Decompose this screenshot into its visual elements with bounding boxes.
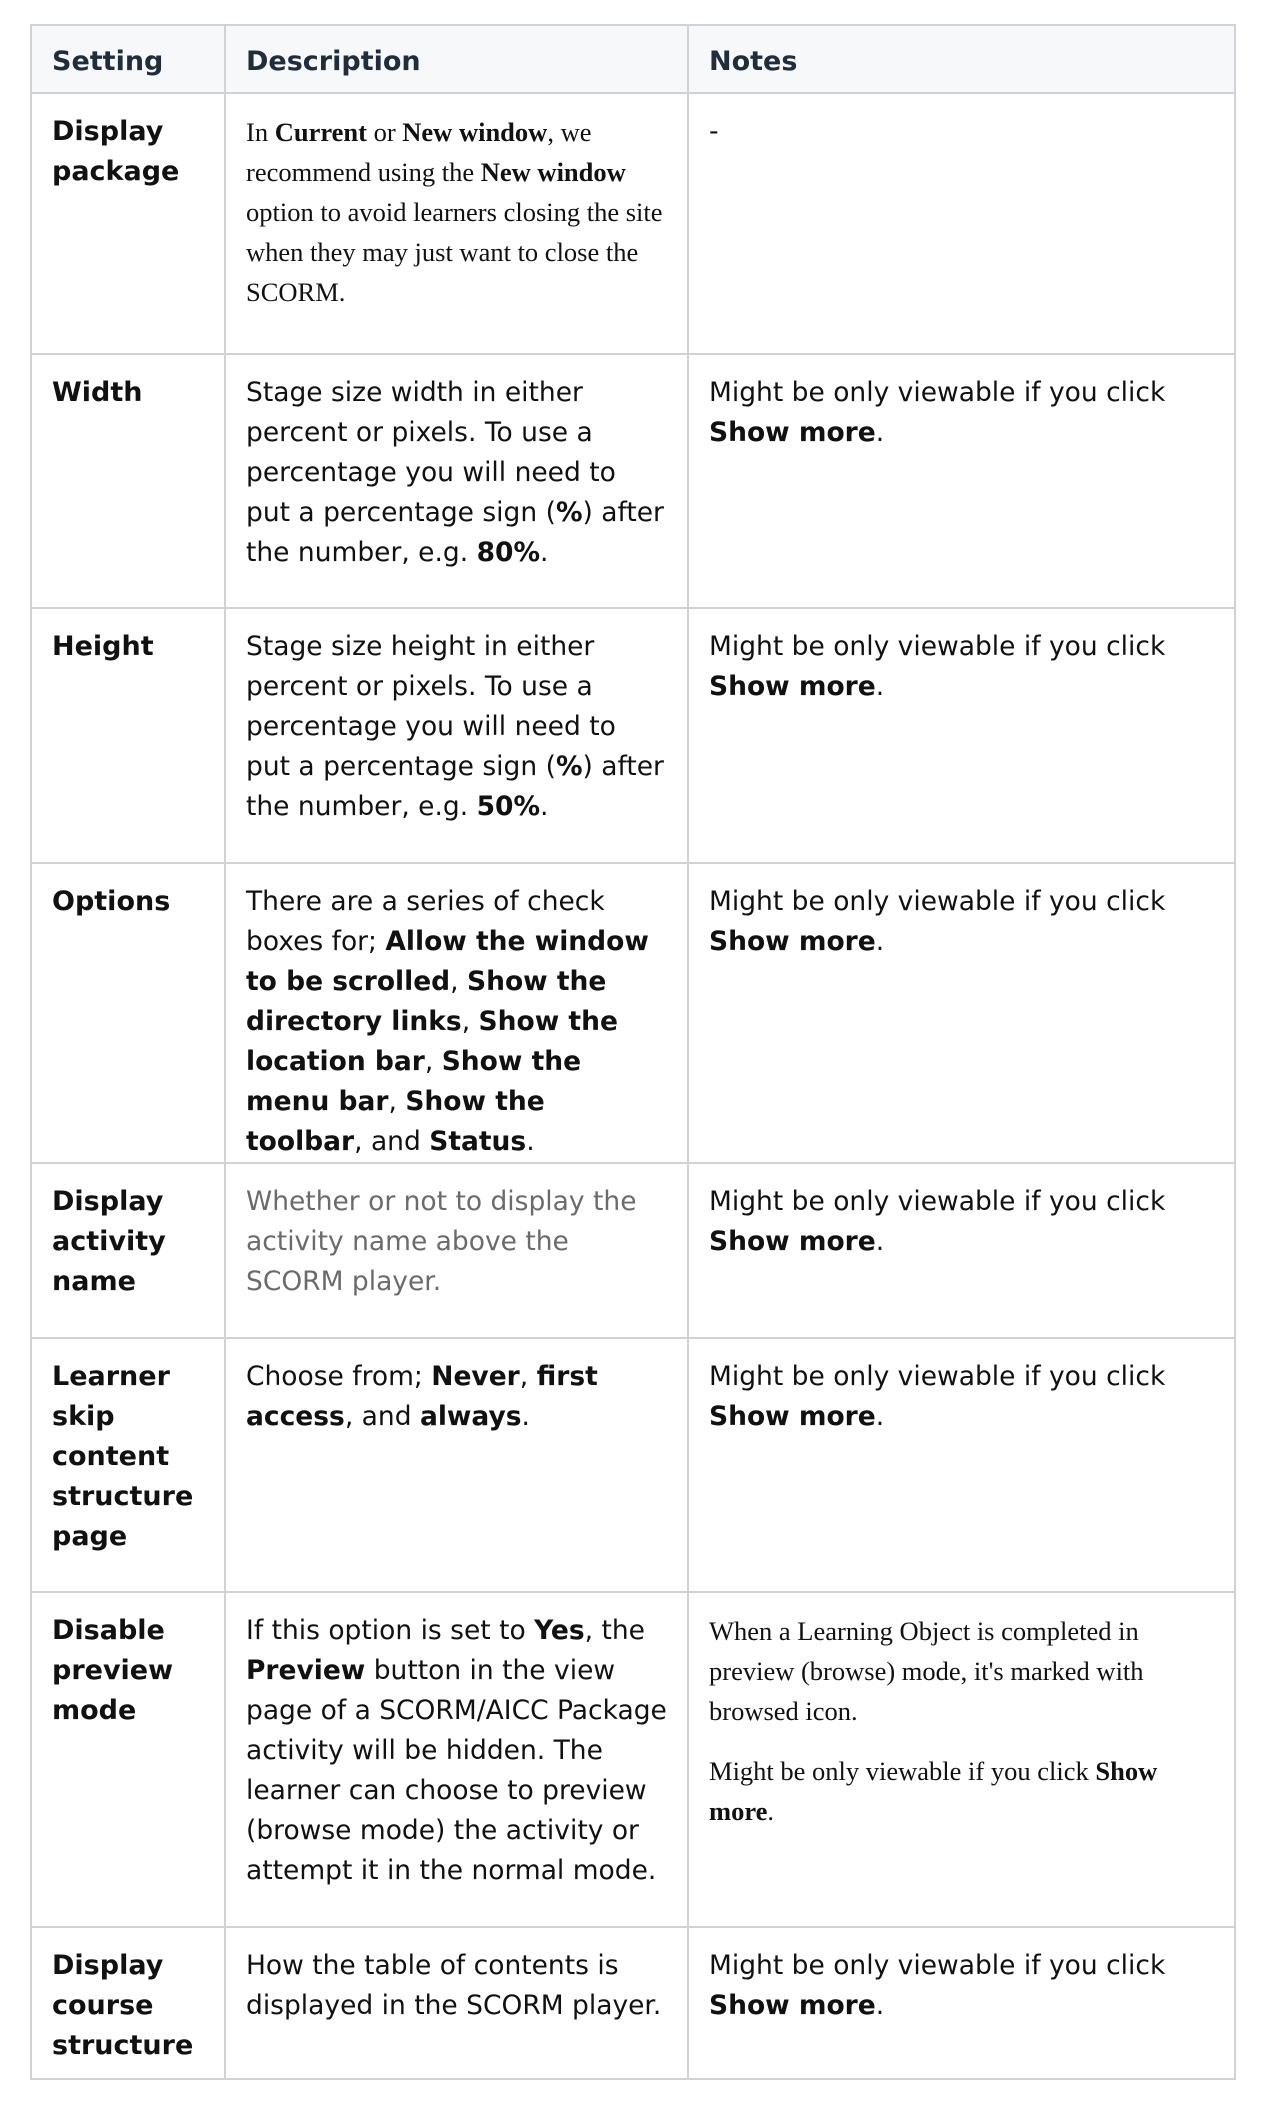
- setting-name: Height: [31, 608, 225, 863]
- setting-description: There are a series of check boxes for; Allow the window to be scrolled, Show the directory links, Show the location bar, Show the menu bar, Show the toolbar, and Status.: [225, 863, 688, 1163]
- header-notes: Notes: [688, 25, 1235, 93]
- setting-notes: [688, 1592, 1235, 1927]
- settings-table: [30, 24, 1236, 2080]
- setting-name: Display package: [31, 93, 225, 354]
- header-description: Description: [225, 25, 688, 93]
- setting-description: If this option is set to Yes, the Preview button in the view page of a SCORM/AICC Package activity will be hidden. The learner can choose to preview (browse mode) the activity or attempt it in the normal mode.: [225, 1592, 688, 1927]
- notes-paragraph: When a Learning Object is completed in preview (browse) mode, it's marked with browsed icon.: [709, 1616, 1144, 1726]
- table-row: [31, 354, 1235, 608]
- setting-name: Disable preview mode: [31, 1592, 225, 1927]
- setting-notes: Might be only viewable if you click Show more.: [688, 1338, 1235, 1592]
- setting-description: Stage size width in either percent or pixels. To use a percentage you will need to put a percentage sign (%) after the number, e.g. 80%.: [225, 354, 688, 608]
- setting-description: Stage size height in either percent or pixels. To use a percentage you will need to put a percentage sign (%) after the number, e.g. 50%.: [225, 608, 688, 863]
- setting-notes: -: [688, 93, 1235, 354]
- table-row: [31, 1163, 1235, 1338]
- header-setting: Setting: [31, 25, 225, 93]
- table-row: [31, 93, 1235, 354]
- setting-name: Options: [31, 863, 225, 1163]
- setting-name: Width: [31, 354, 225, 608]
- table-row: [31, 1592, 1235, 1927]
- setting-description: Choose from; Never, first access, and always.: [225, 1338, 688, 1592]
- table-row: [31, 1338, 1235, 1592]
- setting-description: In Current or New window, we recommend using the New window option to avoid learners closing the site when they may just want to close the SCORM.: [225, 93, 688, 354]
- table-header-row: [31, 25, 1235, 93]
- setting-name: Display course structure: [31, 1927, 225, 2079]
- notes-paragraph: Might be only viewable if you click Show more.: [709, 1756, 1158, 1826]
- setting-description: How the table of contents is displayed in the SCORM player.: [225, 1927, 688, 2079]
- setting-notes: Might be only viewable if you click Show more.: [688, 863, 1235, 1163]
- table-row: [31, 608, 1235, 863]
- table-row: [31, 1927, 1235, 2079]
- setting-notes: Might be only viewable if you click Show more.: [688, 608, 1235, 863]
- setting-notes: Might be only viewable if you click Show more.: [688, 1163, 1235, 1338]
- setting-notes: Might be only viewable if you click Show more.: [688, 354, 1235, 608]
- setting-description: Whether or not to display the activity name above the SCORM player.: [225, 1163, 688, 1338]
- setting-name: Display activity name: [31, 1163, 225, 1338]
- setting-name: Learner skip content structure page: [31, 1338, 225, 1592]
- table-row: [31, 863, 1235, 1163]
- setting-notes: Might be only viewable if you click Show more.: [688, 1927, 1235, 2079]
